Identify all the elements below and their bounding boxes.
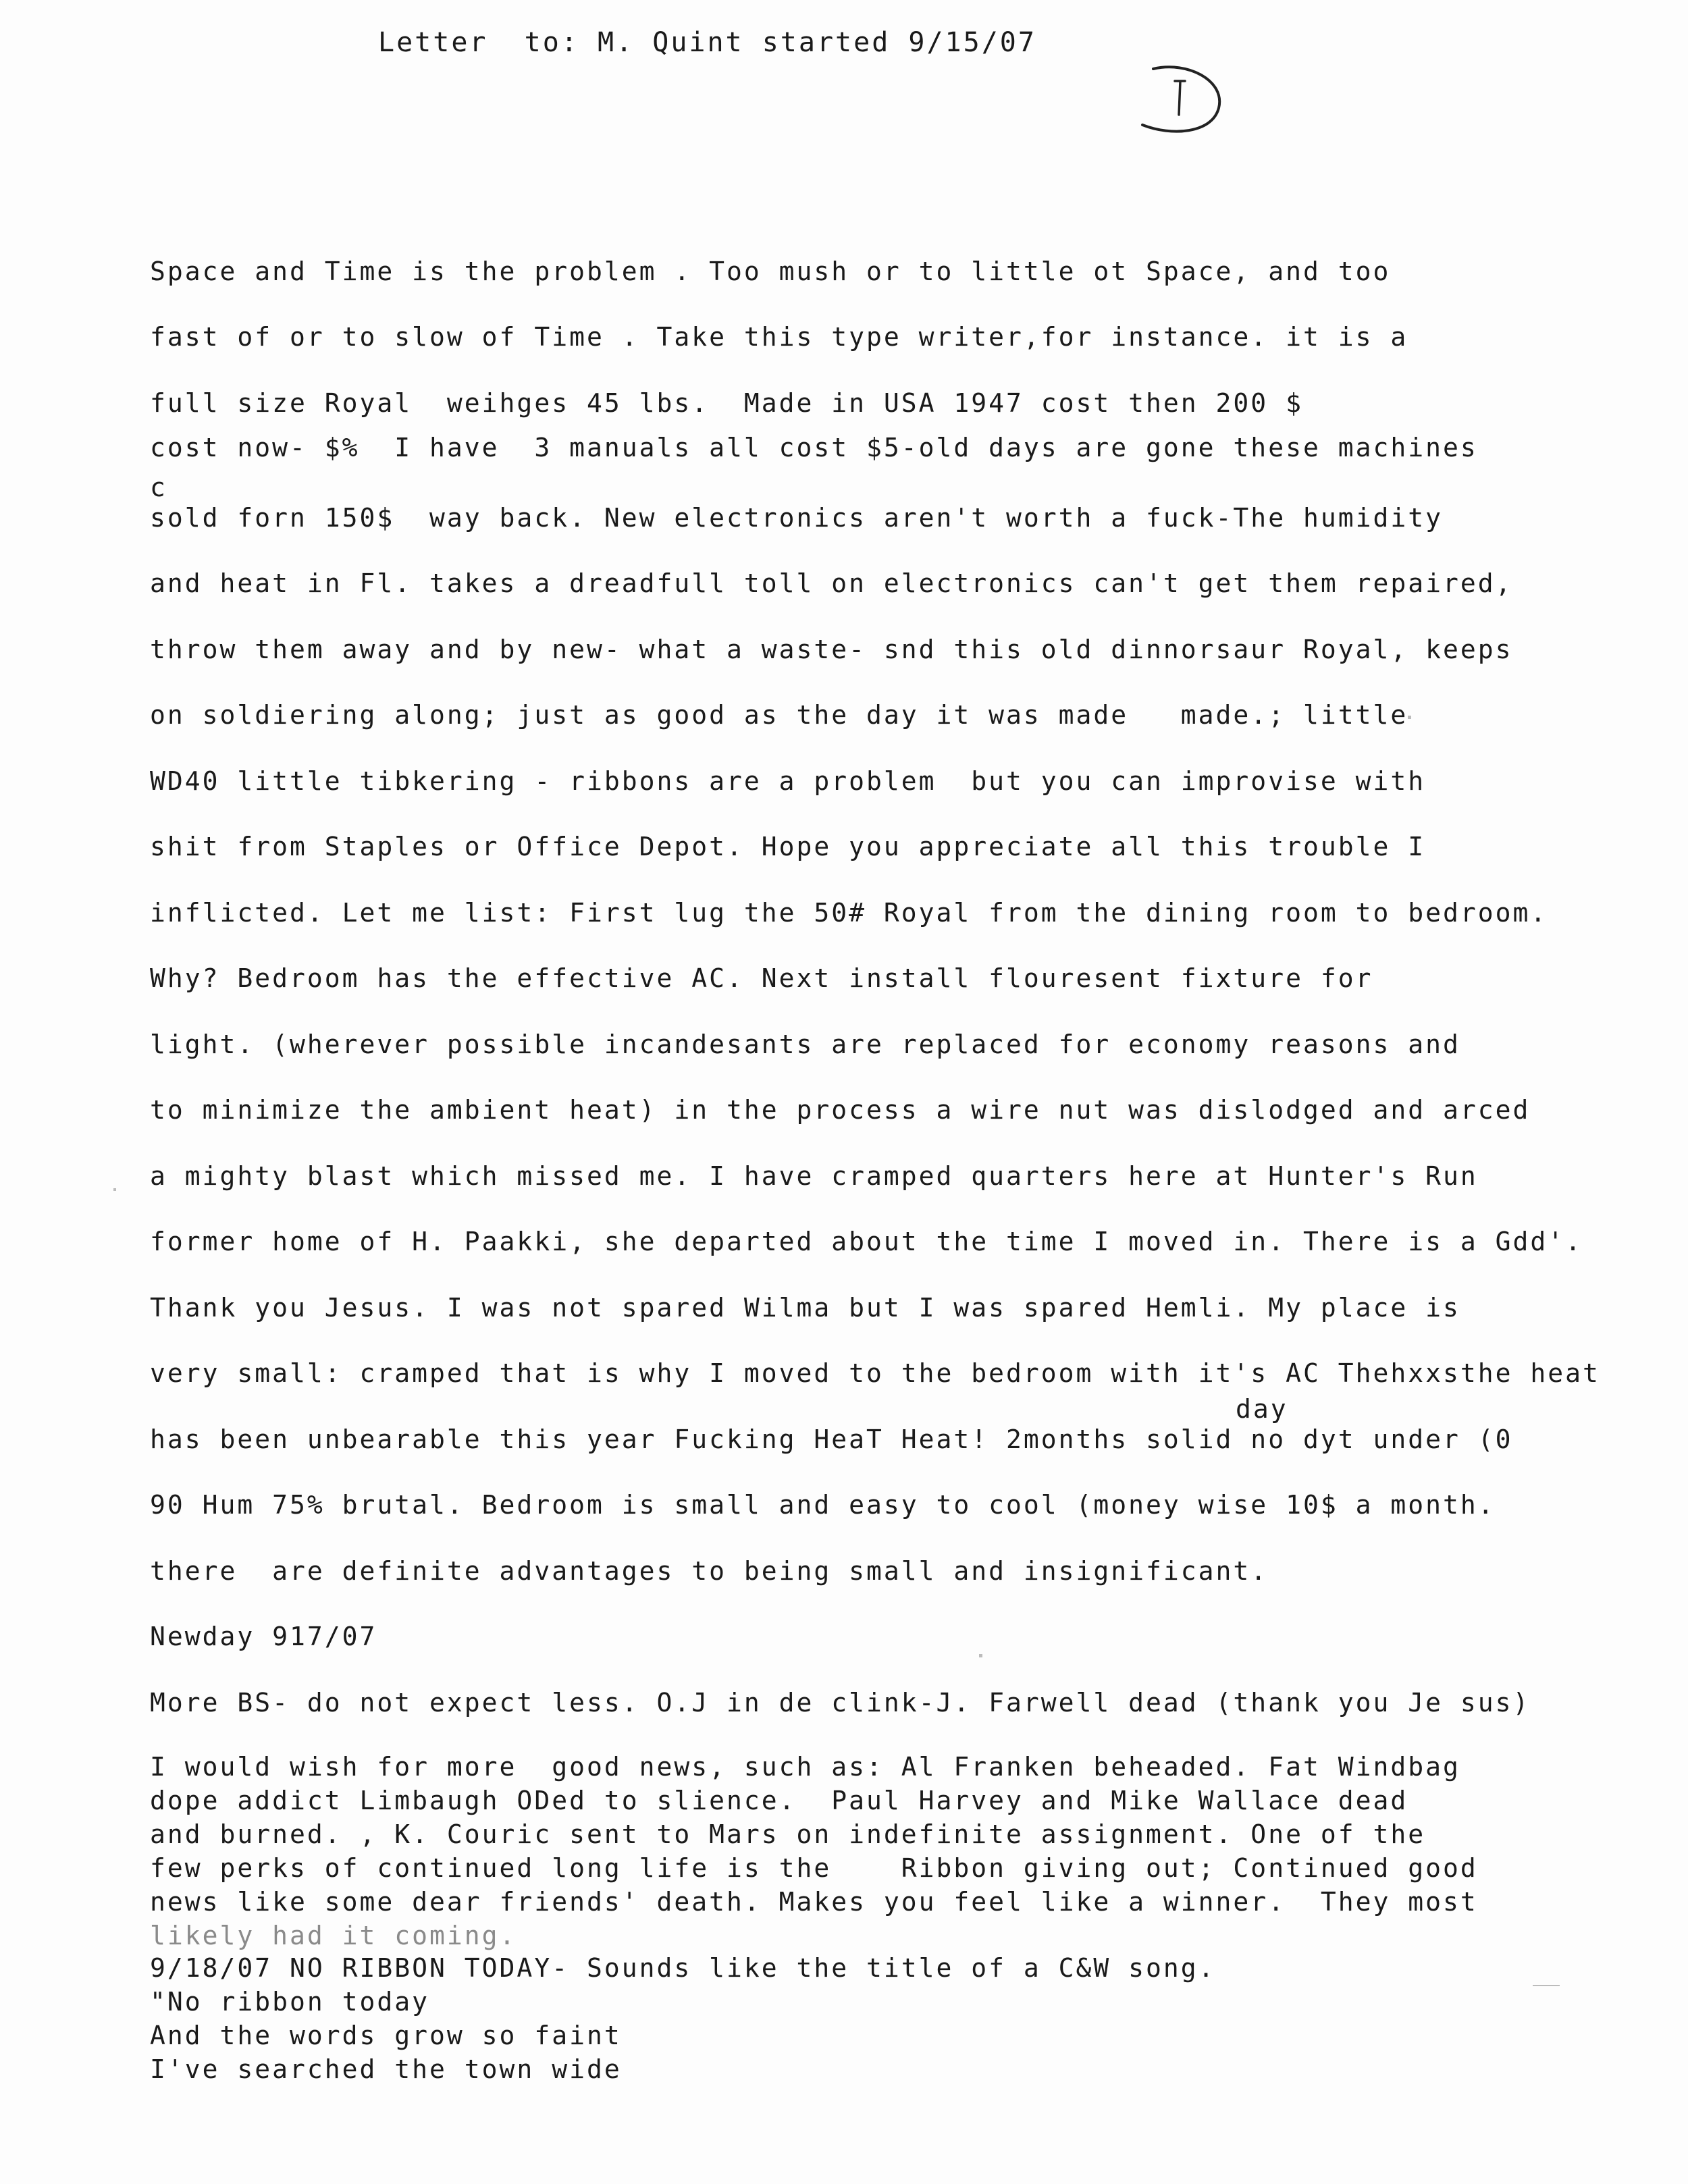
body-line: Thank you Jesus. I was not spared Wilma but I was spared Hemli. My place is (150, 1293, 1460, 1323)
body-line: there are definite advantages to being small and insignificant. (150, 1556, 1269, 1586)
song-line: I've searched the town wide (150, 2054, 622, 2084)
song-line: And the words grow so faint (150, 2021, 622, 2050)
body-line: to minimize the ambient heat) in the process a wire nut was dislodged and arced (150, 1095, 1531, 1125)
body-line: and heat in Fl. takes a dreadfull toll on electronics can't get them repaired, (150, 568, 1513, 598)
body-line: very small: cramped that is why I moved to the bedroom with it's AC Thehxxsthe heat (150, 1358, 1600, 1388)
body-line: inflicted. Let me list: First lug the 50# Royal from the dining room to bedroom. (150, 898, 1548, 928)
body-line: throw them away and by new- what a waste- snd this old dinnorsaur Royal, keeps (150, 635, 1513, 664)
body-line: and burned. , K. Couric sent to Mars on indefinite assignment. One of the (150, 1819, 1426, 1849)
body-line: Why? Bedroom has the effective AC. Next install flouresent fixture for (150, 963, 1373, 993)
letter-header: Letter to: M. Quint started 9/15/07 (378, 27, 1036, 58)
stray-mark (979, 1654, 982, 1657)
body-line: light. (wherever possible incandesants are replaced for economy reasons and (150, 1030, 1460, 1059)
body-line: news like some dear friends' death. Makes you feel like a winner. They most (150, 1887, 1478, 1917)
body-line: fast of or to slow of Time . Take this type writer,for instance. it is a (150, 322, 1408, 352)
handwritten-d-mark (1134, 61, 1229, 142)
body-line: I would wish for more good news, such as: Al Franken beheaded. Fat Windbag (150, 1752, 1460, 1782)
song-line: "No ribbon today (150, 1987, 430, 2017)
body-line-insert: day (1236, 1394, 1288, 1424)
body-line: 90 Hum 75% brutal. Bedroom is small and easy to cool (money wise 10$ a month. (150, 1490, 1496, 1520)
body-line: a mighty blast which missed me. I have cramped quarters here at Hunter's Run (150, 1161, 1478, 1191)
body-line: cost now- $% I have 3 manuals all cost $5-old days are gone these machines (150, 433, 1478, 462)
dated-entry: 9/18/07 NO RIBBON TODAY- Sounds like the title of a C&W song. (150, 1953, 1216, 1983)
stray-mark (1533, 1985, 1560, 1986)
body-line: former home of H. Paakki, she departed about the time I moved in. There is a Gdd'. (150, 1227, 1583, 1256)
body-line: likely had it coming. (150, 1921, 517, 1950)
body-line: c (150, 473, 167, 502)
body-line: dope addict Limbaugh ODed to slience. Paul Harvey and Mike Wallace dead (150, 1786, 1408, 1815)
body-line: has been unbearable this year Fucking HeaT Heat! 2months solid no dyt under (0 (150, 1424, 1513, 1454)
dated-entry: Newday 917/07 (150, 1622, 377, 1651)
body-line: on soldiering along; just as good as the day it was made made.; little (150, 700, 1408, 730)
stray-mark (113, 1188, 116, 1191)
body-line: shit from Staples or Office Depot. Hope you appreciate all this trouble I (150, 832, 1426, 861)
body-line: sold forn 150$ way back. New electronics aren't worth a fuck-The humidity (150, 503, 1443, 533)
body-line: full size Royal weihges 45 lbs. Made in USA 1947 cost then 200 $ (150, 388, 1303, 418)
body-line: More BS- do not expect less. O.J in de clink-J. Farwell dead (thank you Je sus) (150, 1688, 1531, 1717)
body-line: Space and Time is the problem . Too mush or to little ot Space, and too (150, 257, 1391, 286)
stray-mark (1408, 716, 1411, 719)
body-line: WD40 little tibkering - ribbons are a problem but you can improvise with (150, 766, 1426, 796)
body-line: few perks of continued long life is the Ribbon giving out; Continued good (150, 1853, 1478, 1883)
